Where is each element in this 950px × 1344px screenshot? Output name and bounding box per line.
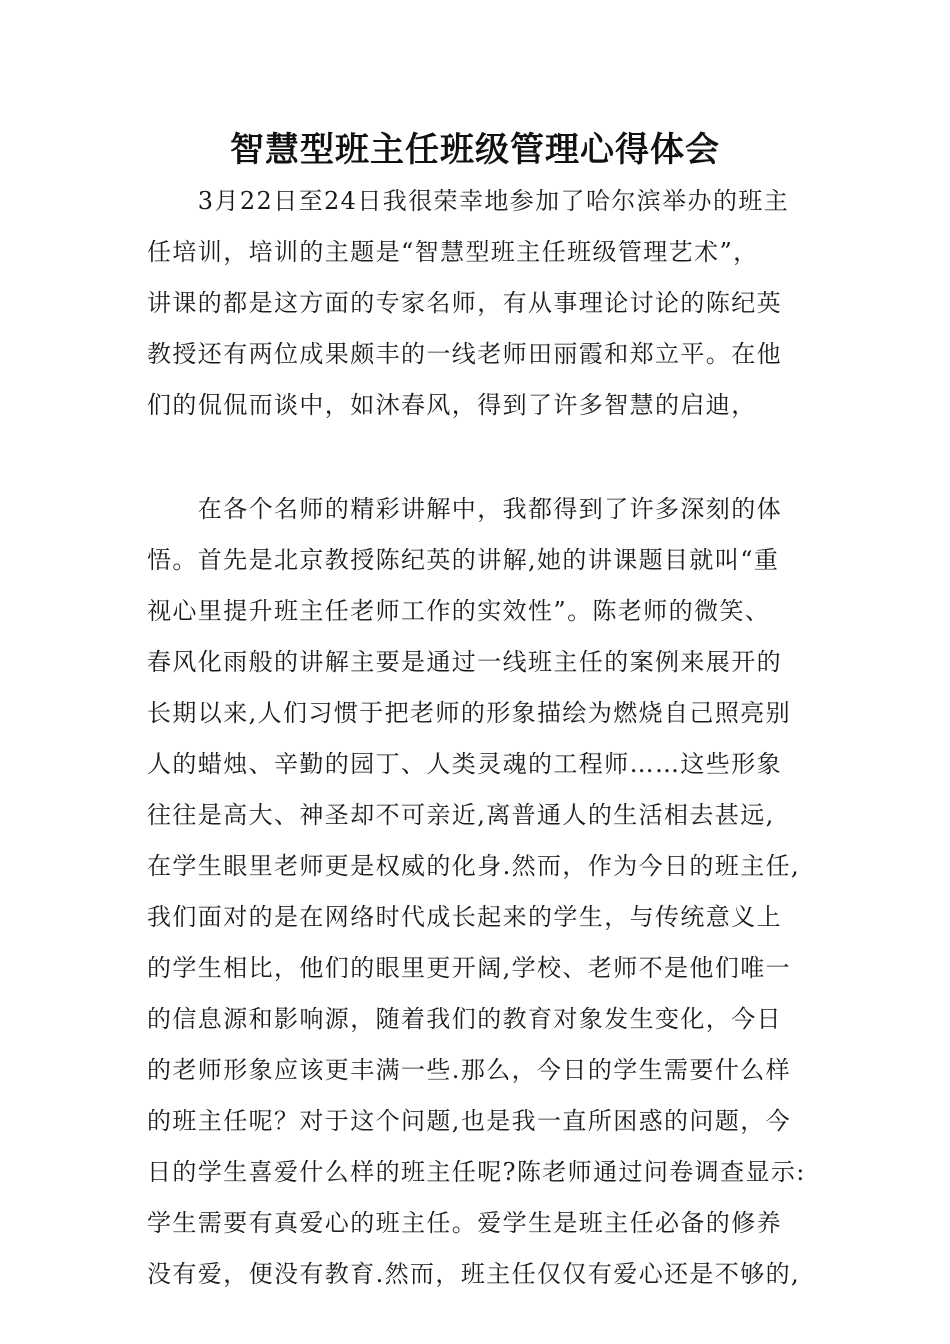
text-line: 3月22日至24日我很荣幸地参加了哈尔滨举办的班主 [147, 187, 790, 215]
text-line: 学生需要有真爱心的班主任。爱学生是班主任必备的修养 [147, 1209, 782, 1237]
text-line: 往往是高大、神圣却不可亲近,离普通人的生活相去甚远, [147, 801, 775, 829]
paragraph-spacer [147, 433, 827, 486]
document-body [147, 178, 827, 1302]
text-line: 任培训，培训的主题是“智慧型班主任班级管理艺术”， [147, 238, 759, 266]
text-line: 在学生眼里老师更是权威的化身.然而，作为今日的班主任, [147, 852, 801, 880]
text-line: 春风化雨般的讲解主要是通过一线班主任的案例来展开的 [147, 648, 782, 676]
text-line: 的班主任呢？对于这个问题,也是我一直所困惑的问题，今 [147, 1107, 792, 1135]
text-line: 人的蜡烛、辛勤的园丁、人类灵魂的工程师……这些形象 [147, 750, 782, 778]
text-line: 的信息源和影响源，随着我们的教育对象发生变化，今日 [147, 1005, 782, 1033]
text-line: 的老师形象应该更丰满一些.那么，今日的学生需要什么样 [147, 1056, 792, 1084]
text-line: 的学生相比，他们的眼里更开阔,学校、老师不是他们唯一 [147, 954, 792, 982]
text-line: 们的侃侃而谈中，如沐春风，得到了许多智慧的启迪， [147, 391, 757, 419]
text-line: 我们面对的是在网络时代成长起来的学生，与传统意义上 [147, 903, 782, 931]
text-line: 长期以来,人们习惯于把老师的形象描绘为燃烧自己照亮别 [147, 699, 792, 727]
paragraph-1 [147, 178, 827, 433]
paragraph-2 [147, 486, 827, 1302]
text-line: 日的学生喜爱什么样的班主任呢?陈老师通过问卷调查显示: [147, 1158, 806, 1186]
text-line: 教授还有两位成果颇丰的一线老师田丽霞和郑立平。在他 [147, 340, 782, 368]
text-line: 悟。首先是北京教授陈纪英的讲解,她的讲课题目就叫“重 [147, 546, 780, 574]
text-line: 视心里提升班主任老师工作的实效性”。陈老师的微笑、 [147, 597, 771, 625]
text-line: 在各个名师的精彩讲解中，我都得到了许多深刻的体 [147, 495, 782, 523]
text-line: 没有爱，便没有教育.然而，班主任仅仅有爱心还是不够的, [147, 1260, 801, 1288]
text-line: 讲课的都是这方面的专家名师，有从事理论讨论的陈纪英 [147, 289, 782, 317]
document-title: 智慧型班主任班级管理心得体会 [230, 130, 720, 170]
